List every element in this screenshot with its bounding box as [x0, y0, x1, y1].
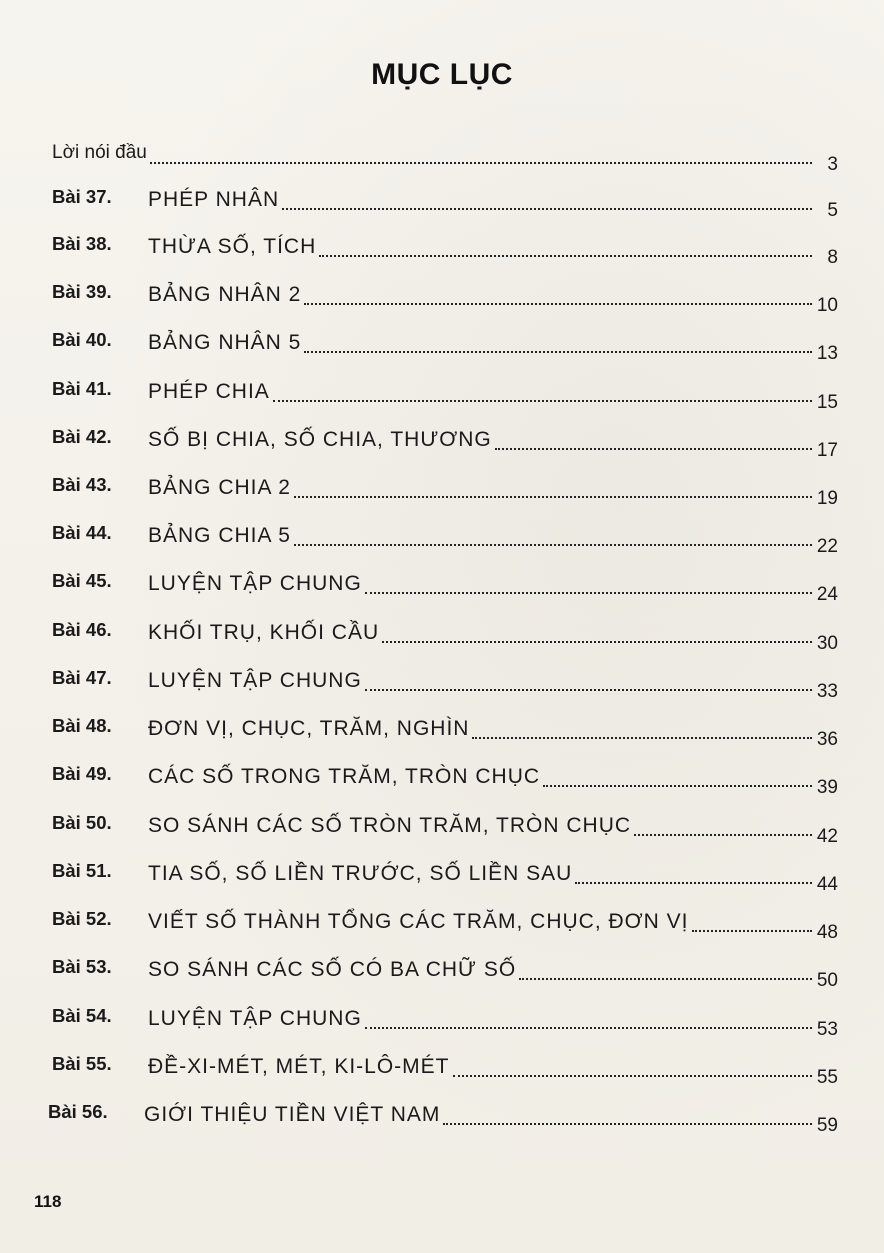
lesson-title: KHỐI TRỤ, KHỐI CẦU: [148, 621, 380, 644]
toc-entry: [52, 611, 838, 654]
lesson-page-number: 33: [816, 681, 838, 702]
lesson-number: Bài 40.: [52, 329, 112, 350]
lesson-title: Lời nói đầu: [52, 142, 147, 163]
lesson-page-number: 39: [816, 777, 838, 798]
lesson-page-number: 17: [816, 440, 838, 461]
dot-leader: [365, 592, 812, 594]
lesson-title: ĐỀ-XI-MÉT, MÉT, KI-LÔ-MÉT: [148, 1055, 450, 1078]
lesson-title: LUYỆN TẬP CHUNG: [148, 572, 362, 595]
toc-entry: [52, 132, 838, 175]
toc-entry: [52, 755, 838, 798]
lesson-page-number: 13: [816, 343, 838, 364]
lesson-number: Bài 41.: [52, 378, 112, 399]
dot-leader: [443, 1123, 812, 1125]
lesson-title: BẢNG CHIA 2: [148, 476, 291, 499]
lesson-title: LUYỆN TẬP CHUNG: [148, 1007, 362, 1030]
lesson-number: Bài 50.: [52, 812, 112, 833]
page-number-folio: 118: [34, 1192, 62, 1211]
lesson-number: Bài 44.: [52, 522, 112, 543]
toc-entry: [52, 370, 838, 413]
lesson-page-number: 3: [827, 154, 838, 175]
lesson-page-number: 48: [816, 922, 838, 943]
dot-leader: [365, 1027, 812, 1029]
lesson-title: VIẾT SỐ THÀNH TỔNG CÁC TRĂM, CHỤC, ĐƠN VỊ: [148, 910, 689, 933]
lesson-page-number: 22: [816, 536, 838, 557]
dot-leader: [150, 162, 812, 164]
lesson-page-number: 36: [816, 729, 838, 750]
toc-entry: [52, 804, 838, 847]
lesson-number: Bài 54.: [52, 1005, 112, 1026]
lesson-page-number: 42: [816, 826, 838, 847]
lesson-title: BẢNG NHÂN 2: [148, 283, 302, 306]
lesson-number: Bài 52.: [52, 908, 112, 929]
toc-entry: [52, 1045, 838, 1088]
toc-entry: [48, 1093, 838, 1136]
page-title: MỤC LỤC: [371, 58, 513, 91]
toc-entry: [52, 418, 838, 461]
lesson-page-number: 5: [827, 200, 838, 221]
lesson-page-number: 8: [827, 247, 838, 268]
lesson-number: Bài 42.: [52, 426, 112, 447]
dot-leader: [472, 737, 812, 739]
toc-entry: [52, 948, 838, 991]
dot-leader: [543, 785, 812, 787]
toc-entry: [52, 900, 838, 943]
lesson-page-number: 55: [816, 1067, 838, 1088]
toc-entry: [52, 466, 838, 509]
toc-entry: [52, 997, 838, 1040]
dot-leader: [692, 930, 812, 932]
dot-leader: [304, 351, 812, 353]
lesson-number: Bài 47.: [52, 667, 112, 688]
dot-leader: [282, 208, 812, 210]
lesson-number: Bài 37.: [52, 186, 112, 207]
dot-leader: [365, 689, 812, 691]
lesson-page-number: 59: [816, 1115, 838, 1136]
toc-entry: [52, 321, 838, 364]
lesson-number: Bài 51.: [52, 860, 112, 881]
dot-leader: [634, 834, 812, 836]
lesson-title: BẢNG NHÂN 5: [148, 331, 302, 354]
lesson-page-number: 19: [816, 488, 838, 509]
lesson-number: Bài 39.: [52, 281, 112, 302]
dot-leader: [453, 1075, 812, 1077]
toc-entry: [52, 514, 838, 557]
lesson-page-number: 44: [816, 874, 838, 895]
lesson-page-number: 53: [816, 1019, 838, 1040]
dot-leader: [575, 882, 812, 884]
dot-leader: [319, 255, 812, 257]
lesson-page-number: 30: [816, 633, 838, 654]
toc-entry: [52, 707, 838, 750]
lesson-number: Bài 38.: [52, 233, 112, 254]
toc-entry: [52, 225, 838, 268]
dot-leader: [495, 448, 812, 450]
toc-entry: [52, 178, 838, 221]
lesson-title: CÁC SỐ TRONG TRĂM, TRÒN CHỤC: [148, 765, 541, 788]
lesson-number: Bài 56.: [48, 1101, 108, 1122]
dot-leader: [273, 400, 812, 402]
toc-entry: [52, 852, 838, 895]
lesson-title: TIA SỐ, SỐ LIỀN TRƯỚC, SỐ LIỀN SAU: [148, 862, 573, 885]
lesson-page-number: 10: [816, 295, 838, 316]
lesson-title: LUYỆN TẬP CHUNG: [148, 669, 362, 692]
toc-entry: [52, 273, 838, 316]
lesson-page-number: 15: [816, 392, 838, 413]
lesson-title: SO SÁNH CÁC SỐ TRÒN TRĂM, TRÒN CHỤC: [148, 814, 632, 837]
lesson-number: Bài 49.: [52, 763, 112, 784]
lesson-page-number: 24: [816, 584, 838, 605]
lesson-title: SỐ BỊ CHIA, SỐ CHIA, THƯƠNG: [148, 428, 492, 451]
lesson-number: Bài 46.: [52, 619, 112, 640]
lesson-title: BẢNG CHIA 5: [148, 524, 291, 547]
dot-leader: [382, 641, 812, 643]
lesson-page-number: 50: [816, 970, 838, 991]
lesson-title: THỪA SỐ, TÍCH: [148, 235, 317, 258]
dot-leader: [304, 303, 812, 305]
lesson-number: Bài 48.: [52, 715, 112, 736]
toc-entry: [52, 562, 838, 605]
lesson-title: SO SÁNH CÁC SỐ CÓ BA CHỮ SỐ: [148, 958, 517, 981]
dot-leader: [294, 496, 812, 498]
lesson-title: PHÉP CHIA: [148, 380, 270, 403]
toc-entry: [52, 659, 838, 702]
dot-leader: [519, 978, 812, 980]
lesson-title: GIỚI THIỆU TIỀN VIỆT NAM: [144, 1103, 441, 1126]
lesson-number: Bài 53.: [52, 956, 112, 977]
lesson-number: Bài 45.: [52, 570, 112, 591]
dot-leader: [294, 544, 812, 546]
lesson-title: ĐƠN VỊ, CHỤC, TRĂM, NGHÌN: [148, 717, 470, 740]
lesson-title: PHÉP NHÂN: [148, 188, 280, 211]
lesson-number: Bài 43.: [52, 474, 112, 495]
lesson-number: Bài 55.: [52, 1053, 112, 1074]
